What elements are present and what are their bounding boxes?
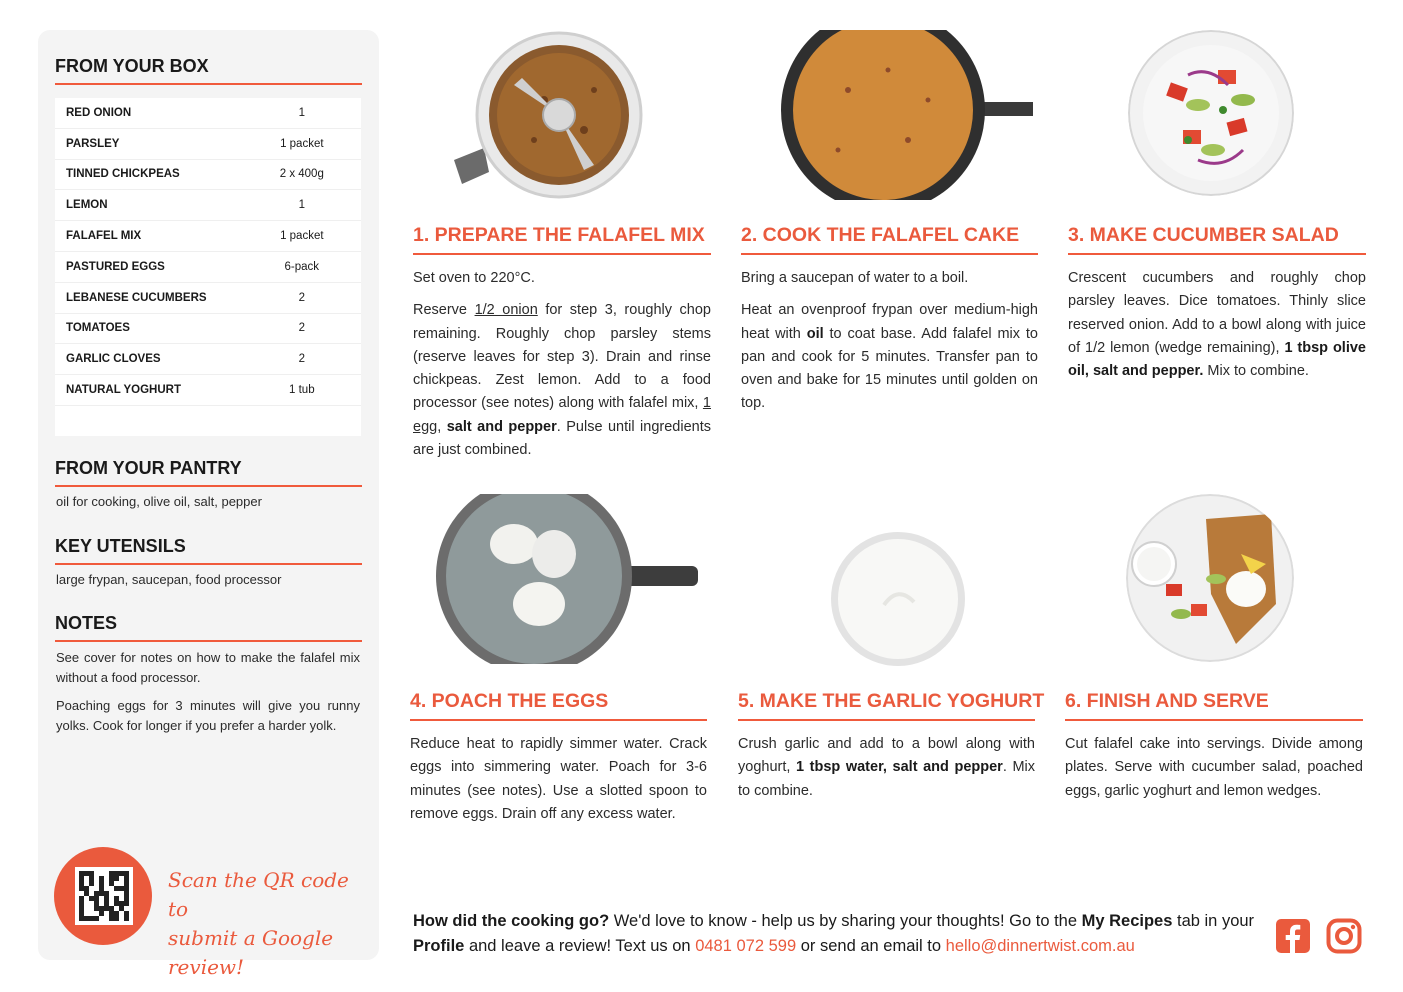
ingredient-quantity: 1 packet (280, 137, 324, 150)
text-run: . Mix to combine. (738, 759, 1035, 799)
notes-heading: NOTES (55, 613, 362, 642)
note-2: Poaching eggs for 3 minutes will give you runny yolks. Cook for longer if you prefer a harder yolk. (56, 698, 360, 733)
ingredient-row (55, 98, 361, 129)
text-run: Reserve (413, 302, 475, 319)
ingredient-quantity: 2 x 400g (279, 168, 324, 181)
step-5-paragraph-1 (738, 733, 1035, 803)
poached-eggs-pan-image (434, 494, 698, 664)
review-prompt (413, 909, 1263, 959)
step-2-paragraph-1: Bring a saucepan of water to a boil. (741, 270, 969, 286)
text-run: 1/2 onion (474, 302, 538, 319)
ingredient-quantity: 2 (298, 322, 305, 335)
review-question: How did the cooking go? (413, 912, 610, 930)
ingredients-table (55, 98, 361, 436)
ingredient-quantity: 1 (298, 199, 305, 212)
ingredient-name: TINNED CHICKPEAS (66, 168, 180, 181)
falafel-cake-pan-image (778, 30, 1038, 200)
ingredient-name: PARSLEY (66, 137, 120, 150)
step-4-paragraph-1: Reduce heat to rapidly simmer water. Crack eggs into simmering water. Poach for 3-6 minutes (see notes). Use a slotted spoon to remove eggs. Drain off any excess water. (410, 736, 707, 822)
ingredient-quantity: 1 (298, 106, 305, 119)
instagram-icon[interactable] (1326, 918, 1362, 954)
ingredient-quantity: 6-pack (284, 260, 320, 273)
step-4-title: 4. POACH THE EGGS (410, 690, 707, 721)
step-1-paragraph-1: Set oven to 220°C. (413, 270, 535, 286)
qr-code-icon[interactable] (75, 867, 133, 925)
text-run: to coat base. Add falafel mix to pan and cook for 5 minutes. Transfer pan to oven and bake for 15 minutes until golden on top. (741, 325, 1038, 412)
step-5-body (738, 733, 1035, 812)
text-run: and leave a review! Text us on (464, 937, 696, 955)
text-run: 1 egg (413, 395, 711, 435)
utensils-text: large frypan, saucepan, food processor (56, 572, 282, 587)
text-run: or send an email to (796, 937, 946, 955)
ingredient-row (55, 160, 361, 191)
step-1-title: 1. PREPARE THE FALAFEL MIX (413, 224, 711, 255)
text-run: Mix to combine. (1203, 363, 1309, 380)
ingredient-row (55, 252, 361, 283)
text-run: Crescent cucumbers and roughly chop parsley leaves. Dice tomatoes. Thinly slice reserved onion. Add to a bowl along with juice of 1/2 lemon (wedge remaining), (1068, 270, 1366, 356)
step-6-paragraph-1: Cut falafel cake into servings. Divide among plates. Serve with cucumber salad, poached eggs, garlic yoghurt and lemon wedges. (1065, 736, 1363, 799)
ingredient-row (55, 190, 361, 221)
garlic-yoghurt-bowl-image (829, 530, 967, 668)
ingredient-name: NATURAL YOGHURT (66, 384, 181, 397)
food-processor-image (444, 30, 644, 200)
ingredient-quantity: 1 tub (289, 384, 315, 397)
ingredient-name: LEMON (66, 199, 108, 212)
qr-caption (168, 866, 368, 982)
email-link[interactable]: hello@dinnertwist.com.au (945, 937, 1135, 955)
ingredient-row (55, 314, 361, 345)
step-3-title: 3. MAKE CUCUMBER SALAD (1068, 224, 1366, 255)
ingredient-row (55, 221, 361, 252)
qr-caption-line-2: submit a Google review! (168, 926, 334, 979)
step-1-body (413, 267, 711, 471)
phone-link[interactable]: 0481 072 599 (695, 937, 797, 955)
note-1: See cover for notes on how to make the falafel mix without a food processor. (56, 650, 360, 685)
ingredient-name: PASTURED EGGS (66, 260, 165, 273)
ingredient-row (55, 129, 361, 160)
qr-module (124, 916, 129, 921)
step-2-title: 2. COOK THE FALAFEL CAKE (741, 224, 1038, 255)
ingredient-quantity: 1 packet (280, 230, 324, 243)
step-2-paragraph-2 (741, 299, 1038, 415)
ingredients-sidebar (38, 30, 379, 979)
text-run: . Pulse until ingredients are just combined. (413, 418, 711, 459)
ingredient-name: GARLIC CLOVES (66, 353, 161, 366)
utensils-heading: KEY UTENSILS (55, 536, 362, 565)
ingredient-name: LEBANESE CUCUMBERS (66, 291, 207, 304)
cucumber-salad-image (1128, 30, 1294, 196)
my-recipes-label: My Recipes (1081, 912, 1173, 930)
step-3-body (1068, 267, 1366, 392)
qr-code-badge[interactable] (54, 847, 152, 945)
pantry-text: oil for cooking, olive oil, salt, pepper (56, 494, 262, 509)
ingredient-row (55, 344, 361, 375)
ingredient-name: RED ONION (66, 106, 132, 119)
ingredient-name: FALAFEL MIX (66, 230, 142, 243)
text-run: , (437, 418, 447, 435)
box-heading: FROM YOUR BOX (55, 56, 362, 85)
step-6-title: 6. FINISH AND SERVE (1065, 690, 1363, 721)
text-run: We'd love to know - help us by sharing your thoughts! Go to the (609, 912, 1082, 930)
text-run: tab in your (1172, 912, 1255, 930)
ingredient-quantity: 2 (298, 353, 305, 366)
ingredient-row (55, 375, 361, 406)
qr-caption-line-1: Scan the QR code to (168, 868, 349, 921)
step-5-title: 5. MAKE THE GARLIC YOGHURT (738, 690, 1035, 721)
text-run: Heat an ovenproof frypan over medium-high heat with (741, 302, 1038, 342)
step-1-paragraph-2 (413, 299, 711, 462)
ingredient-row (55, 283, 361, 314)
step-2-body (741, 267, 1038, 425)
facebook-icon[interactable] (1275, 918, 1311, 954)
finished-dish-plate-image (1126, 494, 1294, 662)
profile-label: Profile (413, 937, 465, 955)
text-run: Crush garlic and add to a bowl along with yoghurt, (738, 736, 1035, 776)
text-run: for step 3, roughly chop remaining. Roughly chop parsley stems (reserve leaves for step 3). Drain and rinse chickpeas. Zest lemon. Add to a food processor (see notes) along with falafel mix, (413, 302, 711, 412)
text-run: 1 tbsp water, salt and pepper (795, 759, 1003, 776)
step-6-body (1065, 733, 1363, 812)
notes-text (56, 648, 360, 744)
text-run: 1 tbsp olive oil, salt and pepper. (1068, 339, 1366, 380)
pantry-heading: FROM YOUR PANTRY (55, 458, 362, 487)
ingredient-quantity: 2 (298, 291, 305, 304)
step-4-body (410, 733, 707, 835)
text-run: oil (806, 325, 824, 342)
text-run: salt and pepper (446, 418, 557, 435)
ingredient-name: TOMATOES (66, 322, 130, 335)
step-3-paragraph-1 (1068, 267, 1366, 383)
